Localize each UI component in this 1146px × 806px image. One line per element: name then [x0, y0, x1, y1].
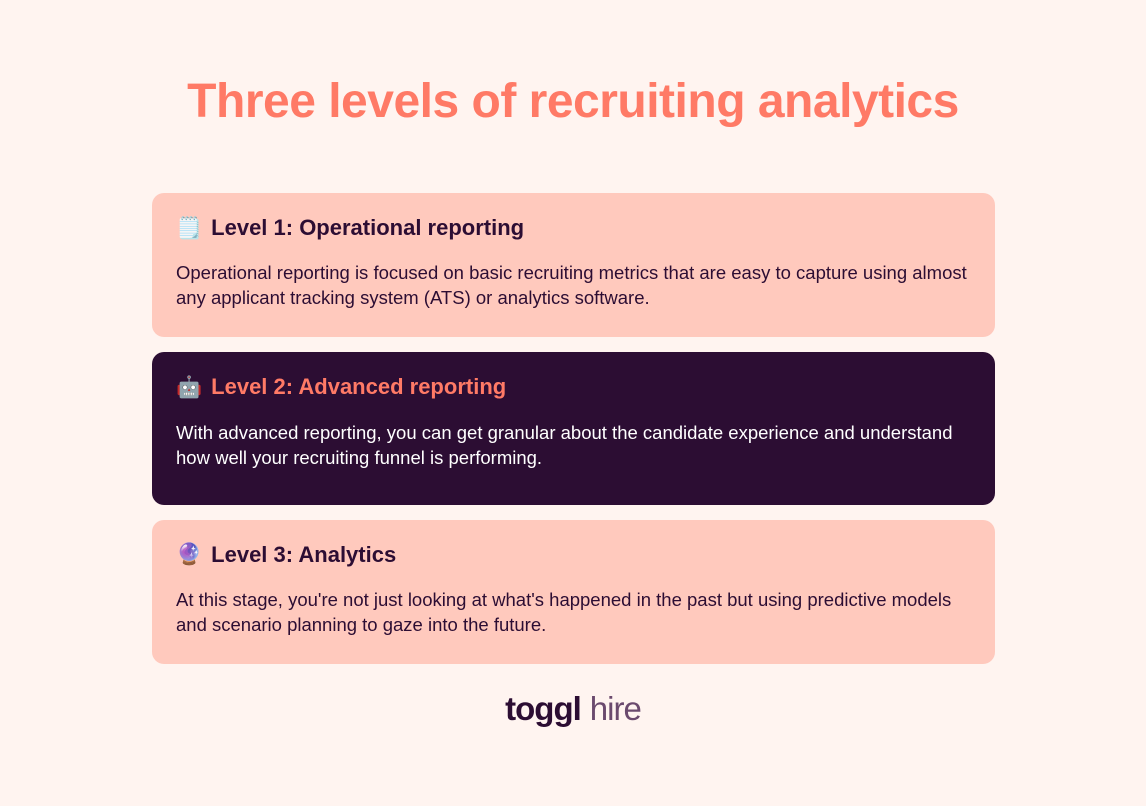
footer: [0, 690, 1146, 728]
level-3-heading-text: Level 3: Analytics: [211, 541, 397, 567]
level-2-heading: [176, 374, 971, 400]
toggl-hire-logo: [505, 690, 641, 728]
level-2-body: With advanced reporting, you can get granular about the candidate experience and understand how well your recruiting funnel is performing.: [176, 421, 953, 468]
level-2-heading-text: Level 2: Advanced reporting: [211, 374, 507, 400]
page-title: Three levels of recruiting analytics: [187, 75, 959, 128]
level-card-1: [152, 193, 995, 337]
level-3-body: At this stage, you're not just looking at what's happened in the past but using predictive models and scenario planning to gaze into the future.: [176, 589, 952, 636]
notepad-icon: 🗒️: [176, 216, 203, 240]
robot-icon: 🤖: [176, 376, 203, 400]
logo-word-text: hire: [589, 690, 641, 727]
level-card-3: [152, 520, 995, 664]
logo-mark-text: toggl: [505, 690, 581, 727]
level-1-heading: [176, 215, 971, 241]
level-3-heading: [176, 542, 971, 568]
crystal-ball-icon: 🔮: [176, 543, 203, 567]
level-1-body: Operational reporting is focused on basic recruiting metrics that are easy to capture using almost any applicant tracking system (ATS) or analytics software.: [176, 262, 967, 309]
levels-list: [152, 193, 995, 679]
level-1-heading-text: Level 1: Operational reporting: [211, 215, 525, 240]
level-card-2: [152, 352, 995, 504]
